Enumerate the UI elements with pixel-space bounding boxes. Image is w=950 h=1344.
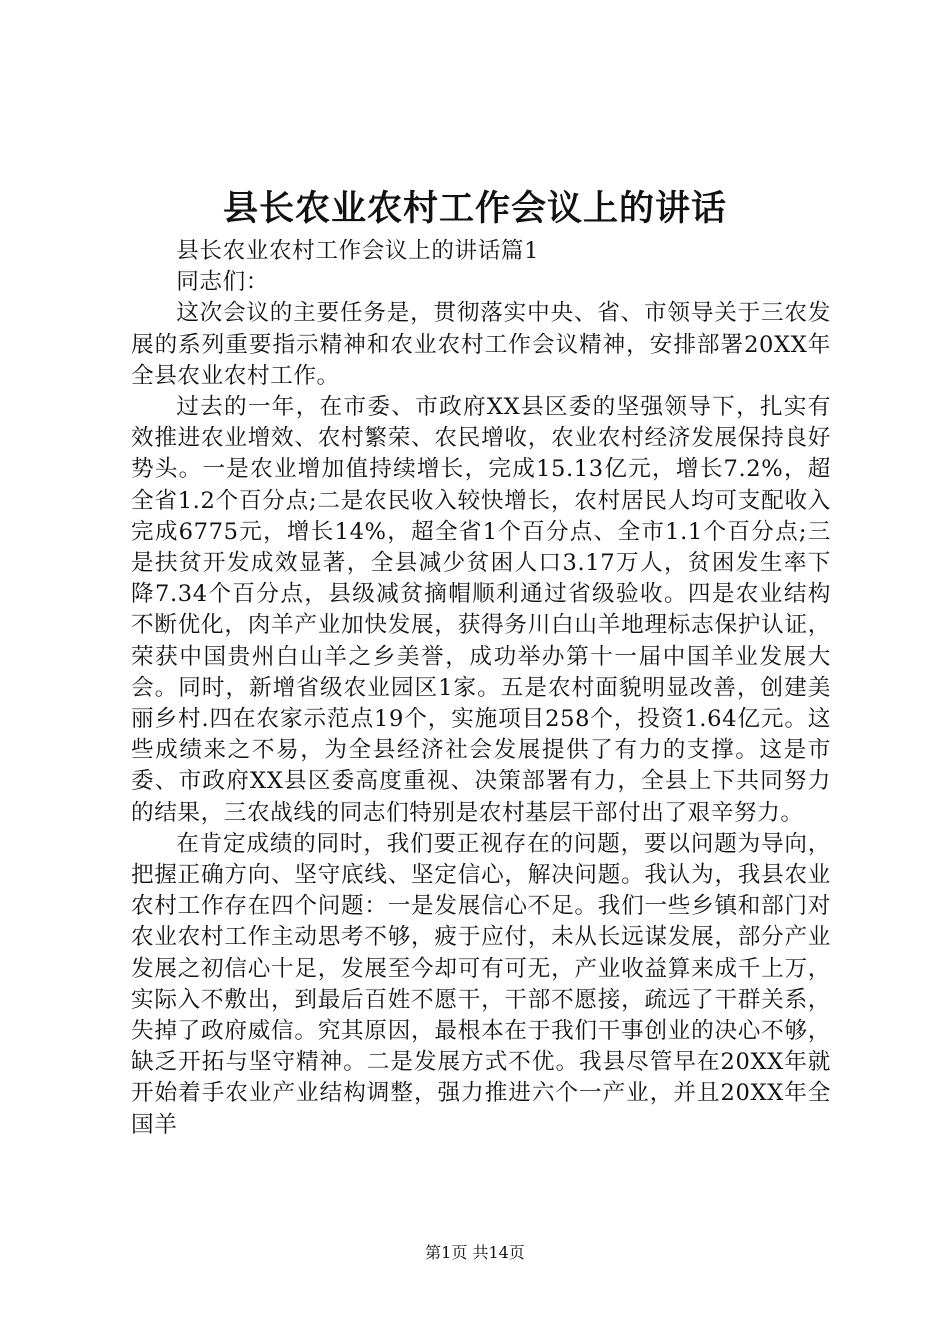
paragraph: 这次会议的主要任务是，贯彻落实中央、省、市领导关于三农发展的系列重要指示精神和农业农村工作会议精神，安排部署20XX年全县农业农村工作。 <box>131 300 831 389</box>
page-footer: 第1页 共14页 <box>425 1243 525 1262</box>
paragraph: 过去的一年，在市委、市政府XX县区委的坚强领导下，扎实有效推进农业增效、农村繁荣、农民增收，农业农村经济发展保持良好势头。一是农业增加值持续增长，完成15.13亿元，增长7.2%，超全省1.2个百分点;二是农民收入较快增长，农村居民人均可支配收入完成6775元，增长14%，超全省1个百分点、全市1.1个百分点;三是扶贫开发成效显著，全县减少贫困人口3.17万人，贫困发生率下降7.34个百分点，县级减贫摘帽顺利通过省级验收。四是农业结构不断优化，肉羊产业加快发展，获得务川白山羊地理标志保护认证，荣获中国贵州白山羊之乡美誉，成功举办第十一届中国羊业发展大会。同时，新增省级农业园区1家。五是农村面貌明显改善，创建美丽乡村.四在农家示范点19个，实施项目258个，投资1.64亿元。这些成绩来之不易，为全县经济社会发展提供了有力的支撑。这是市委、市政府XX县区委高度重视、决策部署有力，全县上下共同努力的结果，三农战线的同志们特别是农村基层干部付出了艰辛努力。 <box>131 394 831 826</box>
subtitle-line: 县长农业农村工作会议上的讲话篇1 <box>176 238 540 264</box>
document-title: 县长农业农村工作会议上的讲话 <box>222 188 727 229</box>
document-body <box>131 236 831 1141</box>
salutation: 同志们： <box>176 269 269 296</box>
paragraph: 在肯定成绩的同时，我们要正视存在的问题，要以问题为导向，把握正确方向、坚守底线、坚定信心，解决问题。我认为，我县农业农村工作存在四个问题：一是发展信心不足。我们一些乡镇和部门对农业农村工作主动思考不够，疲于应付，未从长远谋发展，部分产业发展之初信心十足，发展至今却可有可无，产业收益算来成千上万，实际入不敷出，到最后百姓不愿干，干部不愿接，疏远了干群关系，失掉了政府威信。究其原因，最根本在于我们干事创业的决心不够，缺乏开拓与坚守精神。二是发展方式不优。我县尽管早在20XX年就开始着手农业产业结构调整，强力推进六个一产业，并且20XX年全国羊 <box>131 830 831 1138</box>
